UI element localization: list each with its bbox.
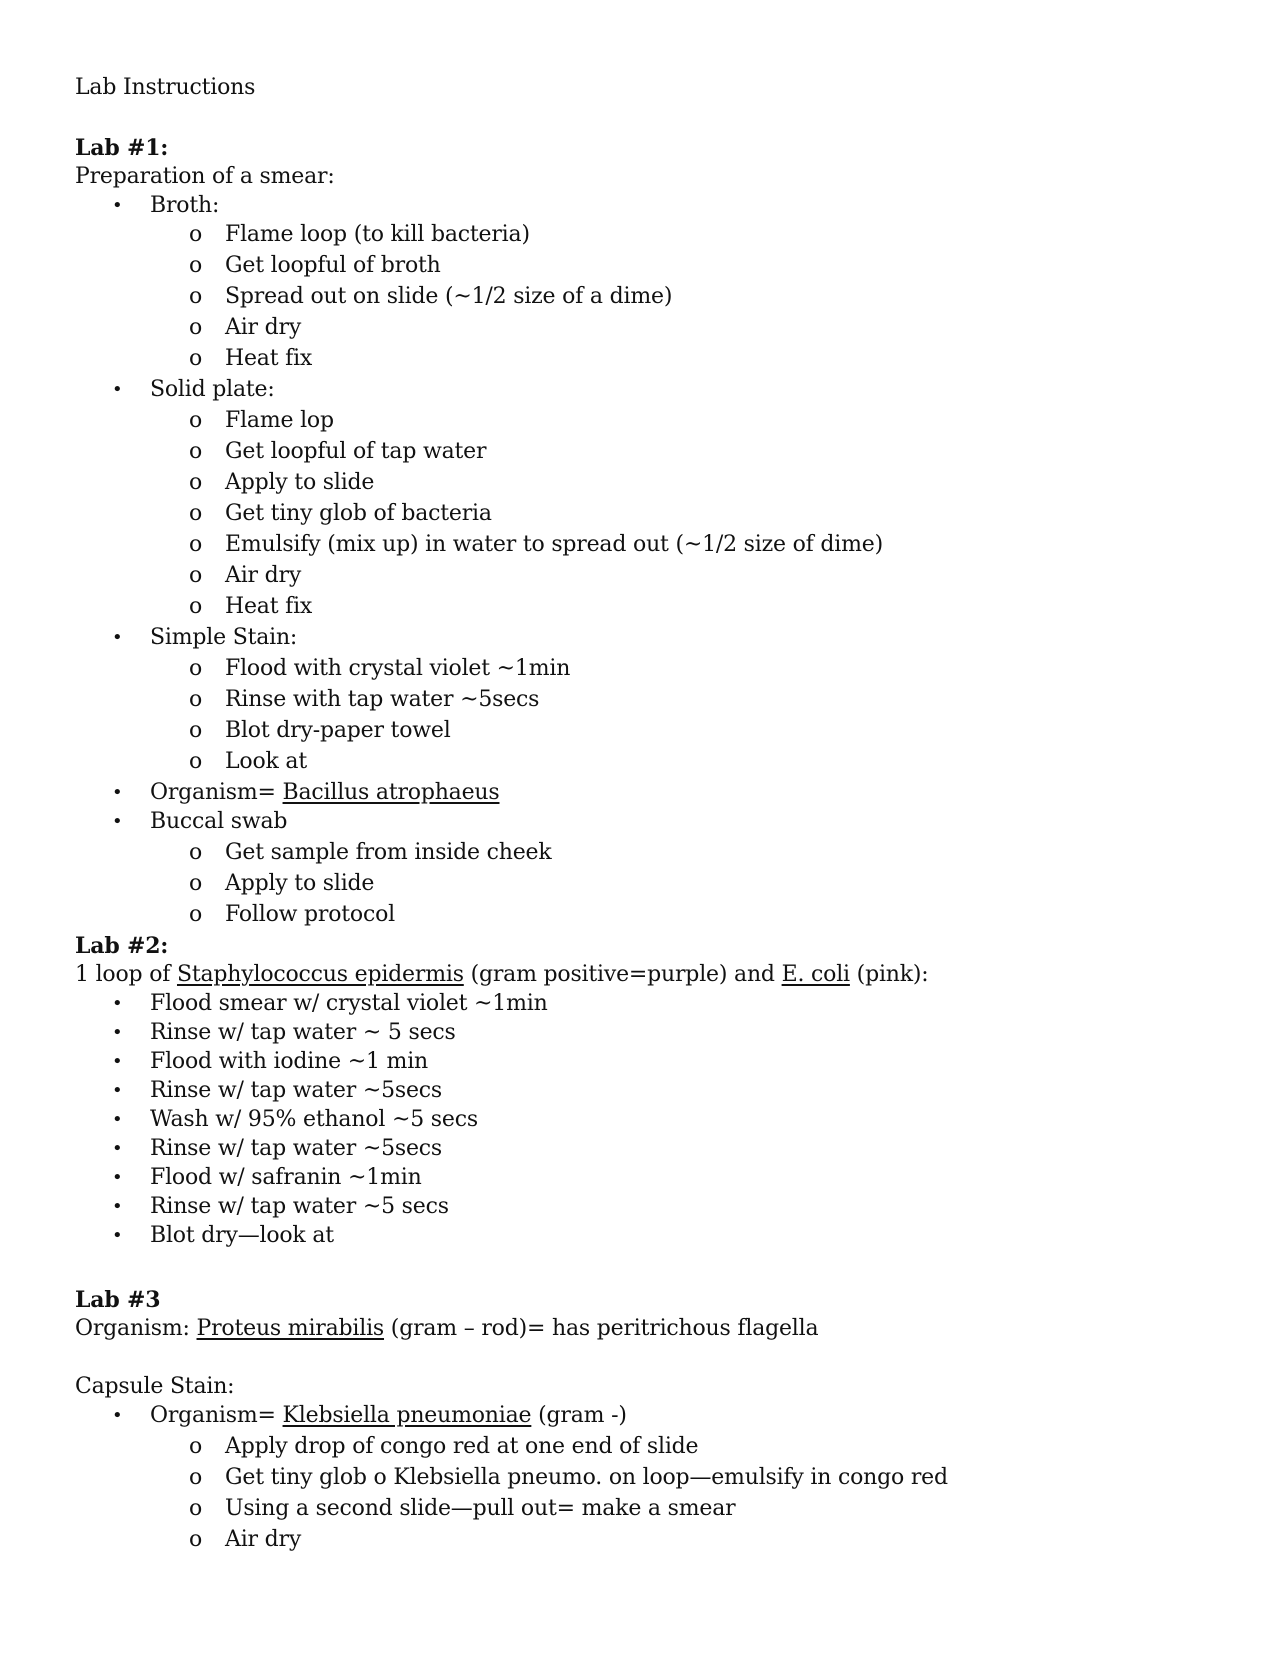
sub-bullet: o bbox=[189, 718, 203, 743]
lab2-step: Rinse w/ tap water ~ 5 secs bbox=[150, 1020, 456, 1045]
sub-bullet: o bbox=[189, 656, 203, 681]
bullet: • bbox=[112, 1109, 123, 1130]
bullet: • bbox=[112, 1225, 123, 1246]
sub-bullet: o bbox=[189, 284, 203, 309]
lab2-heading: Lab #2: bbox=[75, 933, 169, 959]
lab2-step: Wash w/ 95% ethanol ~5 secs bbox=[150, 1107, 478, 1132]
bullet: • bbox=[112, 811, 123, 832]
capsule-organism-label: Organism= bbox=[150, 1403, 283, 1428]
capsule-step: Air dry bbox=[225, 1527, 302, 1552]
bullet: • bbox=[112, 782, 123, 803]
sub-bullet: o bbox=[189, 1527, 203, 1552]
bullet: • bbox=[112, 1022, 123, 1043]
solid-step: Flame lop bbox=[225, 408, 334, 433]
broth-step: Spread out on slide (~1/2 size of a dime) bbox=[225, 284, 673, 309]
simple-step: Rinse with tap water ~5secs bbox=[225, 687, 540, 712]
lab3-heading: Lab #3 bbox=[75, 1287, 161, 1313]
lab3-organism-line bbox=[75, 1315, 818, 1343]
simple-step: Look at bbox=[225, 749, 307, 774]
solid-step: Heat fix bbox=[225, 594, 313, 619]
bullet: • bbox=[112, 627, 123, 648]
sub-bullet: o bbox=[189, 532, 203, 557]
solid-step: Get tiny glob of bacteria bbox=[225, 501, 492, 526]
solid-plate-label: Solid plate: bbox=[150, 377, 275, 402]
capsule-step: Using a second slide—pull out= make a smear bbox=[225, 1496, 736, 1521]
lab2-step: Blot dry—look at bbox=[150, 1223, 334, 1248]
lab2-step: Flood with iodine ~1 min bbox=[150, 1049, 429, 1074]
solid-step: Emulsify (mix up) in water to spread out (~1/2 size of dime) bbox=[225, 532, 883, 557]
bullet: • bbox=[112, 1196, 123, 1217]
capsule-organism-desc: (gram -) bbox=[531, 1403, 627, 1428]
organism-proteus: Proteus mirabilis bbox=[196, 1316, 385, 1341]
lab1-intro: Preparation of a smear: bbox=[75, 164, 335, 189]
sub-bullet: o bbox=[189, 1496, 203, 1521]
sub-bullet: o bbox=[189, 253, 203, 278]
lab2-step: Rinse w/ tap water ~5secs bbox=[150, 1078, 443, 1103]
broth-step: Heat fix bbox=[225, 346, 313, 371]
capsule-organism-line bbox=[150, 1402, 627, 1430]
bullet: • bbox=[112, 1138, 123, 1159]
broth-step: Flame loop (to kill bacteria) bbox=[225, 222, 530, 247]
sub-bullet: o bbox=[189, 408, 203, 433]
lab1-heading: Lab #1: bbox=[75, 135, 169, 161]
simple-step: Flood with crystal violet ~1min bbox=[225, 656, 571, 681]
buccal-step: Apply to slide bbox=[225, 871, 375, 896]
lab2-step: Rinse w/ tap water ~5secs bbox=[150, 1136, 443, 1161]
simple-step: Blot dry-paper towel bbox=[225, 718, 451, 743]
lab2-intro bbox=[75, 961, 928, 989]
solid-step: Air dry bbox=[225, 563, 302, 588]
solid-step: Get loopful of tap water bbox=[225, 439, 487, 464]
bullet: • bbox=[112, 1405, 123, 1426]
organism-label: Organism= bbox=[150, 780, 283, 805]
lab2-intro-text: (gram positive=purple) and bbox=[463, 962, 782, 987]
buccal-step: Get sample from inside cheek bbox=[225, 840, 552, 865]
sub-bullet: o bbox=[189, 840, 203, 865]
sub-bullet: o bbox=[189, 902, 203, 927]
bullet: • bbox=[112, 1051, 123, 1072]
organism-name: Bacillus atrophaeus bbox=[282, 780, 500, 805]
bullet: • bbox=[112, 1080, 123, 1101]
capsule-step: Get tiny glob o Klebsiella pneumo. on loop—emulsify in congo red bbox=[225, 1465, 948, 1490]
bullet: • bbox=[112, 993, 123, 1014]
lab3-organism-desc: (gram – rod)= has peritrichous flagella bbox=[384, 1316, 819, 1341]
sub-bullet: o bbox=[189, 1434, 203, 1459]
document-title: Lab Instructions bbox=[75, 75, 256, 100]
sub-bullet: o bbox=[189, 470, 203, 495]
bullet: • bbox=[112, 1167, 123, 1188]
capsule-step: Apply drop of congo red at one end of slide bbox=[225, 1434, 699, 1459]
lab2-step: Flood smear w/ crystal violet ~1min bbox=[150, 991, 548, 1016]
sub-bullet: o bbox=[189, 501, 203, 526]
sub-bullet: o bbox=[189, 346, 203, 371]
lab3-organism-label: Organism: bbox=[75, 1316, 197, 1341]
sub-bullet: o bbox=[189, 315, 203, 340]
sub-bullet: o bbox=[189, 222, 203, 247]
organism-staph: Staphylococcus epidermis bbox=[176, 962, 464, 987]
bullet: • bbox=[112, 379, 123, 400]
broth-label: Broth: bbox=[150, 193, 220, 218]
organism-ecoli: E. coli bbox=[781, 962, 850, 987]
sub-bullet: o bbox=[189, 563, 203, 588]
bullet: • bbox=[112, 195, 123, 216]
organism-klebsiella: Klebsiella pneumoniae bbox=[282, 1403, 532, 1428]
broth-step: Get loopful of broth bbox=[225, 253, 441, 278]
sub-bullet: o bbox=[189, 439, 203, 464]
lab2-intro-text: 1 loop of bbox=[75, 962, 177, 987]
lab2-step: Rinse w/ tap water ~5 secs bbox=[150, 1194, 449, 1219]
sub-bullet: o bbox=[189, 749, 203, 774]
lab2-intro-text: (pink): bbox=[849, 962, 929, 987]
buccal-swab-label: Buccal swab bbox=[150, 809, 288, 834]
broth-step: Air dry bbox=[225, 315, 302, 340]
simple-stain-label: Simple Stain: bbox=[150, 625, 298, 650]
buccal-step: Follow protocol bbox=[225, 902, 395, 927]
lab2-step: Flood w/ safranin ~1min bbox=[150, 1165, 422, 1190]
sub-bullet: o bbox=[189, 687, 203, 712]
sub-bullet: o bbox=[189, 1465, 203, 1490]
solid-step: Apply to slide bbox=[225, 470, 375, 495]
sub-bullet: o bbox=[189, 871, 203, 896]
capsule-stain-label: Capsule Stain: bbox=[75, 1374, 235, 1399]
sub-bullet: o bbox=[189, 594, 203, 619]
organism-line bbox=[150, 779, 499, 807]
